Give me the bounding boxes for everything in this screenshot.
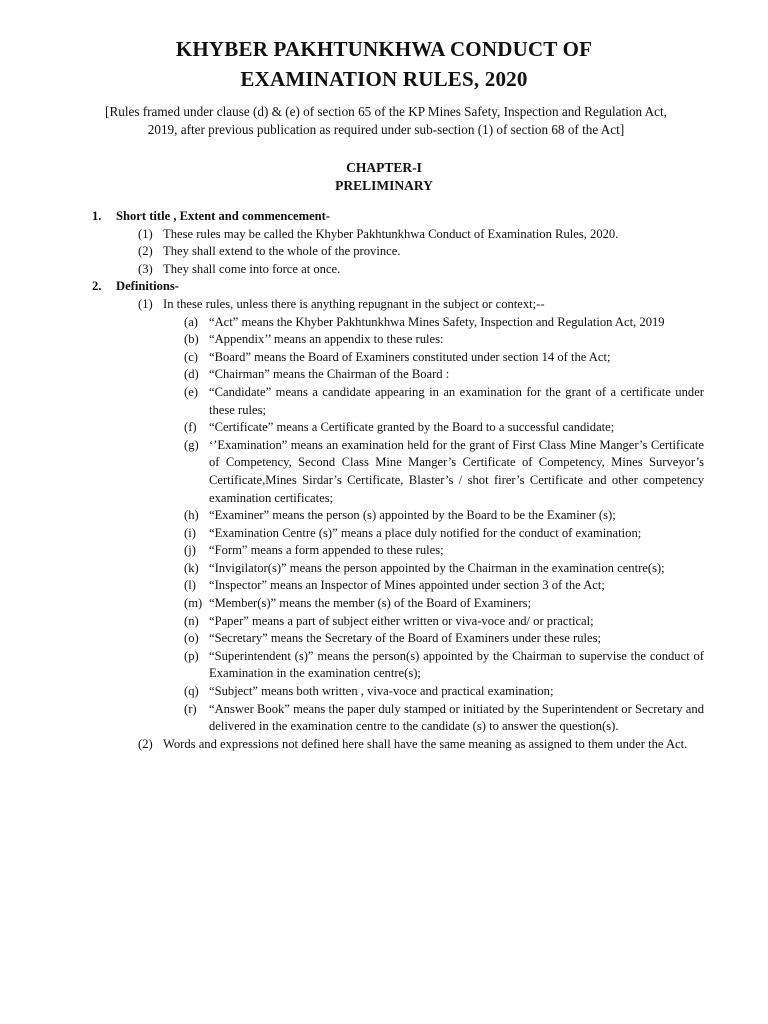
definition-text: “Act” means the Khyber Pakhtunkhwa Mines Safety, Inspection and Regulation Act, 2019 <box>209 314 665 329</box>
chapter-number: CHAPTER-I <box>346 160 422 175</box>
definition-letter: (g) <box>184 437 199 452</box>
definition-text: “Appendix’’ means an appendix to these rules: <box>209 332 444 347</box>
definition-text: “Secretary” means the Secretary of the Board of Examiners under these rules; <box>209 631 601 646</box>
definition-text: “Subject” means both written , viva-voce and practical examination; <box>209 684 554 699</box>
definition-letter: (r) <box>184 701 197 716</box>
section-1-heading <box>92 208 704 226</box>
document-body <box>92 208 704 753</box>
definition-item <box>92 577 704 595</box>
definition-letter: (i) <box>184 525 196 540</box>
definition-letter: (n) <box>184 613 199 628</box>
list-item <box>92 226 704 244</box>
definition-letter: (a) <box>184 314 198 329</box>
definition-text: “Examiner” means the person (s) appointed by the Board to be the Examiner (s); <box>209 508 616 523</box>
definition-letter: (d) <box>184 367 199 382</box>
definition-text: “Inspector” means an Inspector of Mines appointed under section 3 of the Act; <box>209 578 605 593</box>
definition-item <box>92 525 704 543</box>
definition-text: “Examination Centre (s)” means a place duly notified for the conduct of examination; <box>209 525 642 540</box>
definition-letter: (f) <box>184 420 197 435</box>
definition-letter: (c) <box>184 349 198 364</box>
definition-text: “Member(s)” means the member (s) of the Board of Examiners; <box>209 596 532 611</box>
definition-letter: (p) <box>184 648 199 663</box>
definition-item <box>92 366 704 384</box>
definition-text: “Certificate” means a Certificate granted by the Board to a successful candidate; <box>209 420 615 435</box>
definition-text: ‘’Examination” means an examination held for the grant of First Class Mine Manger’s Certificate of Competency, Second Class Mine Manger’s Certificate of Competency, Mines Surveyor’s Certificate,Mines Sirdar’s Certificate, Blaster’s / shot firer’s Certificate and other competency examination certificates; <box>209 437 704 505</box>
title-line-2: EXAMINATION RULES, 2020 <box>240 67 528 91</box>
definition-text: “Invigilator(s)” means the person appointed by the Chairman in the examination centre(s); <box>209 560 665 575</box>
definition-item <box>92 384 704 419</box>
chapter-heading <box>0 159 768 195</box>
document-title <box>0 34 768 94</box>
definition-item <box>92 630 704 648</box>
definition-item <box>92 595 704 613</box>
definition-item <box>92 613 704 631</box>
definition-text: “Superintendent (s)” means the person(s) appointed by the Chairman to supervise the conduct of Examination in the examination centre(s); <box>209 648 704 681</box>
item-number: (1) <box>138 226 153 241</box>
item-number: (1) <box>138 296 153 311</box>
definition-item <box>92 437 704 507</box>
definition-letter: (q) <box>184 684 199 699</box>
definition-letter: (m) <box>184 596 203 611</box>
title-line-1: KHYBER PAKHTUNKHWA CONDUCT OF <box>175 37 593 61</box>
definition-item <box>92 648 704 683</box>
list-item <box>92 243 704 261</box>
definition-letter: (e) <box>184 384 198 399</box>
definition-text: “Form” means a form appended to these rules; <box>209 543 444 558</box>
definition-letter: (k) <box>184 560 199 575</box>
definition-letter: (b) <box>184 332 199 347</box>
section-2-heading <box>92 278 704 296</box>
definition-letter: (o) <box>184 631 199 646</box>
section-number: 2. <box>92 279 102 294</box>
definition-item <box>92 542 704 560</box>
definition-item <box>92 349 704 367</box>
definition-text: “Chairman” means the Chairman of the Board : <box>209 367 450 382</box>
definition-letter: (j) <box>184 543 196 558</box>
list-item <box>92 296 704 314</box>
definition-item <box>92 331 704 349</box>
item-text: Words and expressions not defined here shall have the same meaning as assigned to them under the Act. <box>163 736 688 751</box>
item-text: They shall come into force at once. <box>163 261 341 276</box>
definition-item <box>92 419 704 437</box>
item-text: These rules may be called the Khyber Pakhtunkhwa Conduct of Examination Rules, 2020. <box>163 226 619 241</box>
list-item <box>92 736 704 754</box>
definition-item <box>92 683 704 701</box>
section-title: Short title , Extent and commencement- <box>116 209 331 223</box>
definition-item <box>92 507 704 525</box>
framing-note-line-2: 2019, after previous publication as required under sub-section (1) of section 68 of the Act] <box>147 122 625 137</box>
definition-item <box>92 560 704 578</box>
definition-text: “Paper” means a part of subject either written or viva-voce and/ or practical; <box>209 613 594 628</box>
rules-framing-note <box>70 103 702 139</box>
definition-text: “Board” means the Board of Examiners constituted under section 14 of the Act; <box>209 349 611 364</box>
definition-text: “Answer Book” means the paper duly stamped or initiated by the Superintendent or Secretary and delivered in the examination centre to the candidate (s) to answer the question(s). <box>209 701 704 734</box>
section-title: Definitions- <box>116 279 179 294</box>
item-number: (2) <box>138 244 153 259</box>
definition-item <box>92 314 704 332</box>
definition-letter: (l) <box>184 578 196 593</box>
item-text: They shall extend to the whole of the province. <box>163 244 401 259</box>
chapter-name: PRELIMINARY <box>335 178 433 193</box>
definition-letter: (h) <box>184 508 199 523</box>
definition-text: “Candidate” means a candidate appearing in an examination for the grant of a certificate under these rules; <box>209 384 704 417</box>
definition-item <box>92 701 704 736</box>
list-item <box>92 261 704 279</box>
item-number: (3) <box>138 261 153 276</box>
section-number: 1. <box>92 209 102 223</box>
item-number: (2) <box>138 736 153 751</box>
item-text: In these rules, unless there is anything repugnant in the subject or context;-- <box>163 296 545 311</box>
framing-note-line-1: [Rules framed under clause (d) & (e) of section 65 of the KP Mines Safety, Inspection and Regulation Act, <box>105 104 667 119</box>
